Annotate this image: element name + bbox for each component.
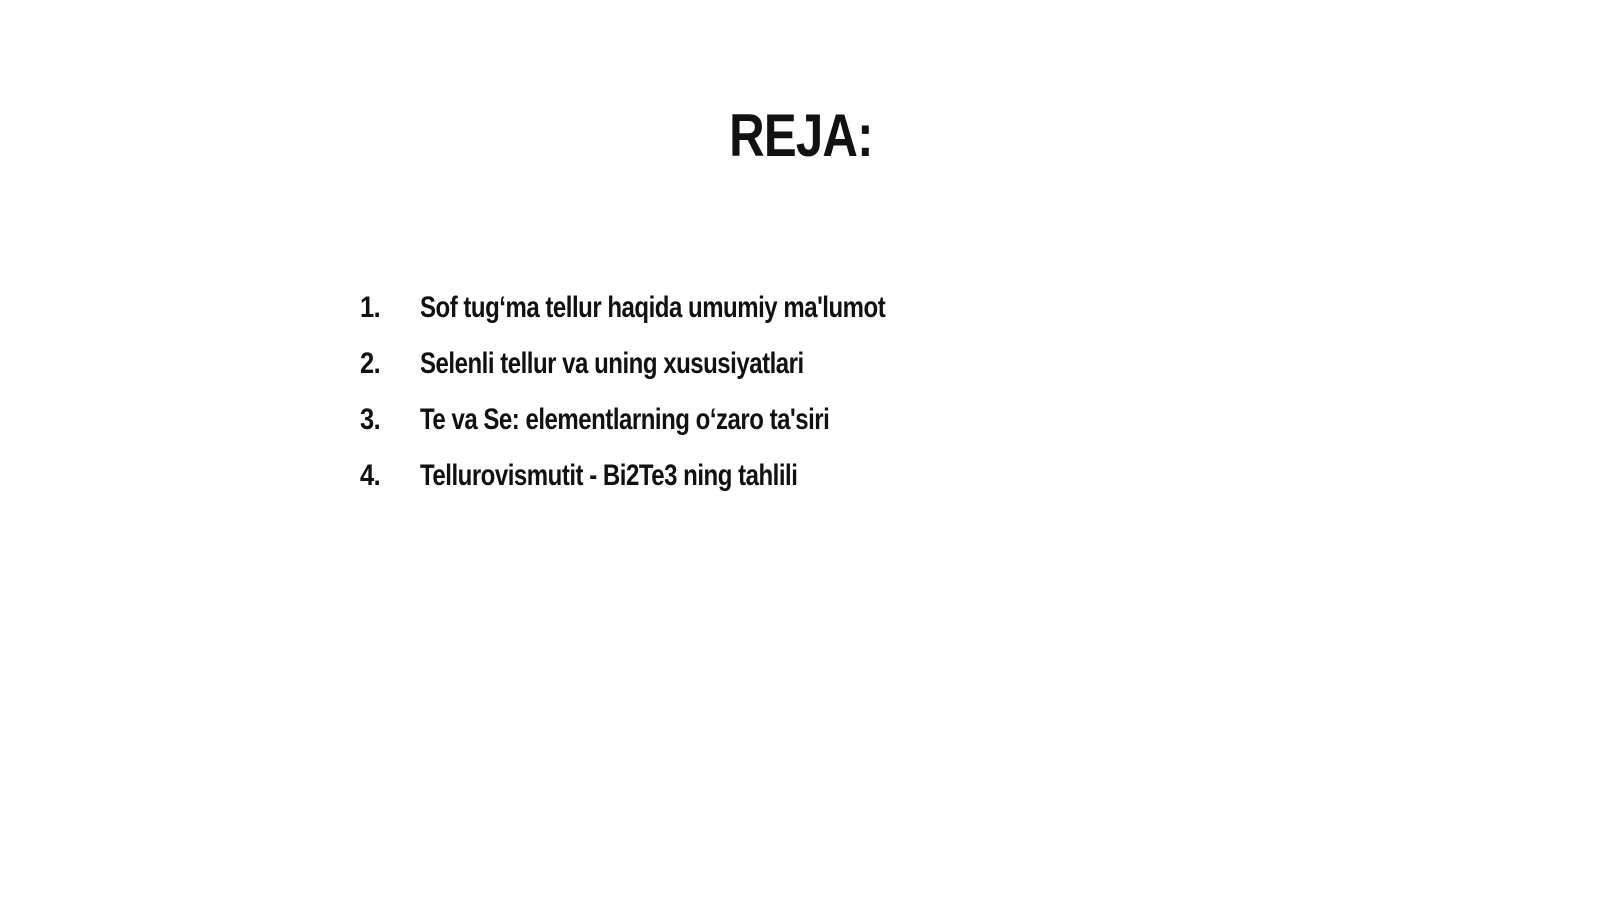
list-item-text: Te va Se: elementlarning o‘zaro ta'siri [420, 403, 830, 436]
list-item-number: 2. [360, 347, 381, 380]
list-item-number: 1. [360, 291, 381, 324]
list-item-number: 4. [360, 459, 381, 492]
slide-title: REJA: [729, 102, 873, 169]
list-item-text: Tellurovismutit - Bi2Te3 ning tahlili [420, 459, 798, 492]
list-item [360, 288, 1002, 344]
list-item-text: Sof tug‘ma tellur haqida umumiy ma'lumot [420, 291, 886, 324]
list-item-text: Selenli tellur va uning xususiyatlari [420, 347, 804, 380]
list-item [360, 344, 1002, 400]
list-item-number: 3. [360, 403, 381, 436]
plan-list [360, 288, 1002, 512]
list-item [360, 456, 1002, 512]
list-item [360, 400, 1002, 456]
